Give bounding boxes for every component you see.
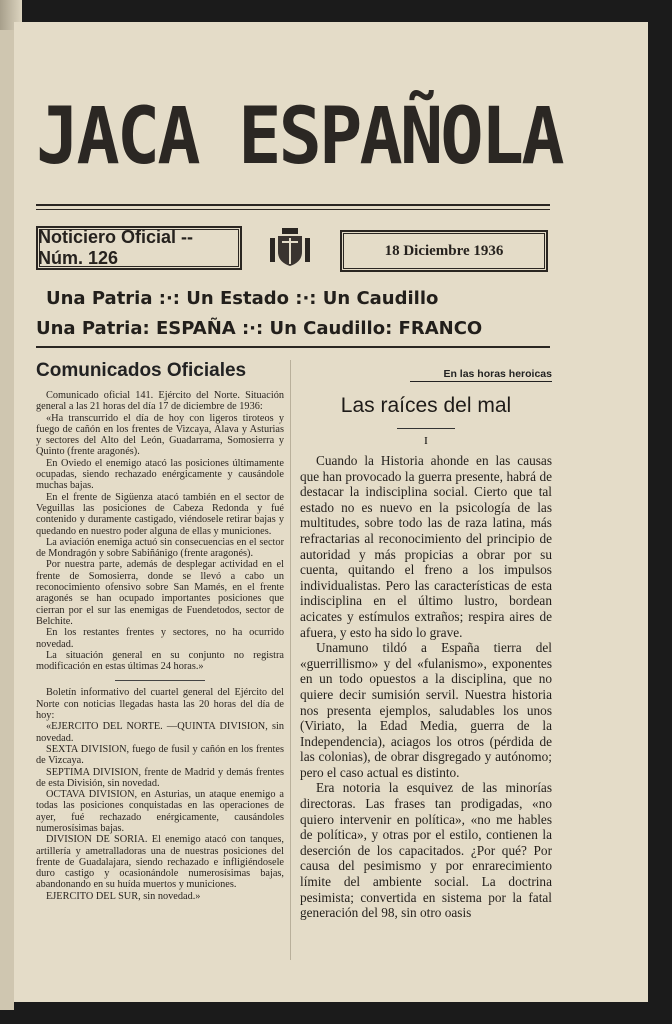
issue-date: 18 Diciembre 1936 <box>384 242 504 259</box>
boletin-text <box>36 687 284 902</box>
left-column <box>36 360 284 902</box>
masthead-rule-bottom <box>36 209 550 210</box>
date-box <box>340 230 548 272</box>
article-body <box>300 453 552 921</box>
motto-line-2: Una Patria: ESPAÑA :·: Un Caudillo: FRANCO <box>36 318 483 339</box>
boletin-paragraph: «EJERCITO DEL NORTE. —QUINTA DIVISION, sin novedad. <box>36 721 284 744</box>
masthead-title: JACA ESPAÑOLA <box>36 92 562 182</box>
article-headline: Las raíces del mal <box>340 394 512 417</box>
right-column <box>300 360 552 921</box>
comunicado-paragraph: La aviación enemiga actuó sin consecuencias en el sector de Mondragón y sobre Sabiñánigo (frente aragonés). <box>36 536 284 560</box>
comunicado-paragraph: «Ha transcurrido el día de hoy con ligeros tiroteos y fuego de cañón en los frentes de Vizcaya, Alava y Asturias y sectores del Alto del León, Guadarrama, Somosierra y Quinto (frente aragonés). <box>36 412 284 458</box>
headline-rule <box>397 428 455 429</box>
comunicado-paragraph: La situación general en su conjunto no registra modificación en estas últimas 24 horas.» <box>36 649 284 673</box>
article-paragraph: Unamuno tildó a España tierra del «guerrillismo» y del «fulanismo», exponentes en un todo opuestos a la disciplina, que no quiere decir sumisión servil. Nuestra historia nos presenta ejemplos, saludables los unos (Viriato, la Edad Media, guerra de la Independencia), aciagos los otros (pérdida de las colonias), de obrar disgregado y autónomo; pero el caso actual es distinto. <box>300 640 552 780</box>
boletin-paragraph: OCTAVA DIVISION, en Asturias, un ataque enemigo a todas las posiciones conquistadas en las operaciones de ayer, fué rechazado enérgicamente, causándoles numerosísimas bajas. <box>36 789 284 834</box>
boletin-paragraph: Boletín informativo del cuartel general del Ejército del Norte con noticias llegadas hasta las 20 horas del día de hoy: <box>36 687 284 722</box>
issue-number-box <box>36 226 242 270</box>
section-separator <box>115 680 205 681</box>
column-divider <box>290 360 291 960</box>
comunicado-paragraph: En el frente de Sigüenza atacó también en el sector de Veguillas las posiciones de Cabeza Redonda y fué contenido y duramente castigado, viéndosele retirar bajas y quedando en nuestro poder alguna de ellas y municiones. <box>36 491 284 537</box>
comunicado-paragraph: En los restantes frentes y sectores, no ha ocurrido novedad. <box>36 627 284 650</box>
boletin-paragraph: SEXTA DIVISION, fuego de fusil y cañón en los frentes de Vizcaya. <box>36 743 284 767</box>
issue-number: Noticiero Oficial -- Núm. 126 <box>38 227 194 268</box>
page-content <box>10 0 610 1024</box>
motto-line-1: Una Patria :·: Un Estado :·: Un Caudillo <box>46 288 439 309</box>
boletin-paragraph: SEPTIMA DIVISION, frente de Madrid y demás frentes de esta División, sin novedad. <box>36 766 284 789</box>
motto-rule <box>36 346 550 348</box>
section-title-comunicados: Comunicados Oficiales <box>36 360 247 381</box>
comunicado-paragraph: En Oviedo el enemigo atacó las posiciones últimamente ocupadas, siendo rechazado enérgicamente y causándole muchas bajas. <box>36 457 284 492</box>
article-paragraph: Era notoria la esquivez de las minorías directoras. Las frases tan prodigadas, «no quiero intervenir en política», «no me hables de política», y otras por el estilo, contienen la deserción de los capacitados. ¿Por qué? Por causa del pesimismo y por enrarecimiento límite del ambiente social. La doctrina pesimista; convertida en sistema por la fatal generación del 98, sin otro oasis <box>300 780 552 921</box>
masthead-rule-top <box>36 204 550 206</box>
comunicado-text <box>36 390 284 672</box>
coat-of-arms-icon <box>268 226 312 268</box>
comunicado-paragraph: Por nuestra parte, además de desplegar actividad en el frente de Somosierra, donde se llevó a cabo un reconocimiento ofensivo sobre San Mamés, en el frente aragonés se han ocupado importantes posiciones que cierran por el sur las enemigas de Fuendetodos, sector de Belchite. <box>36 559 284 627</box>
section-label-heroicas: En las horas heroicas <box>410 368 552 382</box>
article-part-number: I <box>424 435 428 447</box>
boletin-paragraph: DIVISION DE SORIA. El enemigo atacó con tanques, artillería y ametralladoras una de nuestras posiciones del frente de Guadalajara, siendo rechazado e infligiéndosele duro castigo y ocasionándole numerosísimas bajas, abandonando en su huída muertos y municiones. <box>36 834 284 891</box>
boletin-paragraph: EJERCITO DEL SUR, sin novedad.» <box>46 890 201 902</box>
comunicado-paragraph: Comunicado oficial 141. Ejército del Norte. Situación general a las 21 horas del día 17 de diciembre de 1936: <box>36 390 284 413</box>
article-paragraph: Cuando la Historia ahonde en las causas que han provocado la guerra presente, habrá de destacar la indisciplina social. Cierto que tal estado no es nuevo en la psicología de las multitudes, sobre todo las de raza latina, más refractarias al reconocimiento del principio de autoridad y más propicias a obrar por su cuenta, quitando el freno a los impulsos individualistas. Pero las características de esta indisciplina en el último lustro, bordean acicates y estímulos extraños; respira aires de afuera, y esto ha sido lo grave. <box>300 453 552 640</box>
